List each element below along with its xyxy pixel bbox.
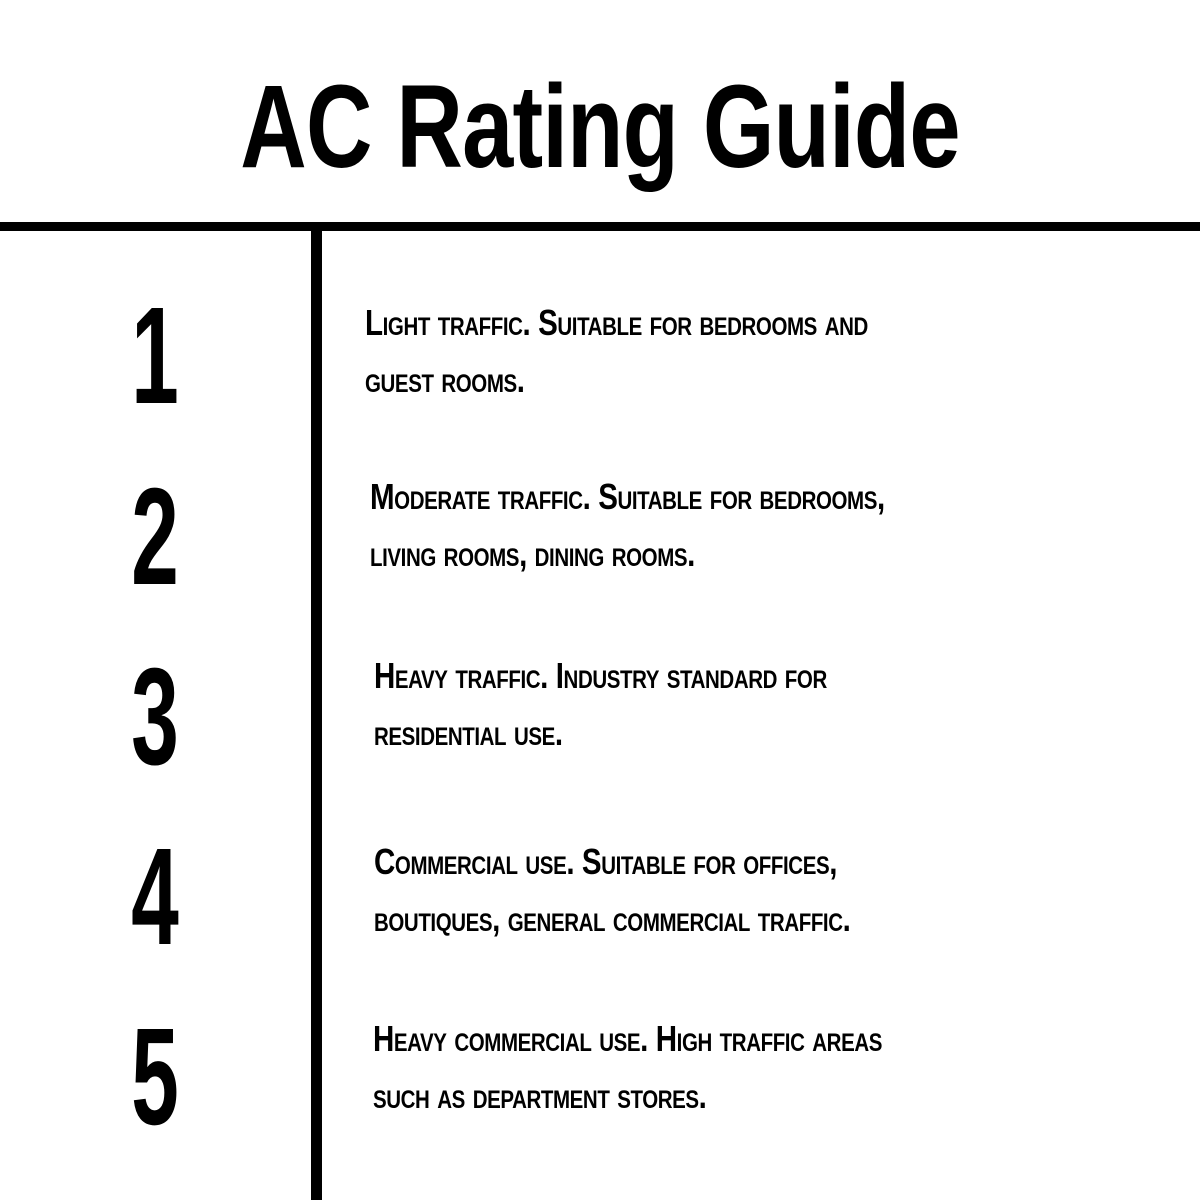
rating-description-line: residential use. bbox=[374, 712, 563, 753]
page-title: AC Rating Guide bbox=[240, 61, 960, 193]
rating-number: 3 bbox=[131, 640, 179, 794]
rating-description-line: boutiques, general commercial traffic. bbox=[374, 898, 851, 939]
column-divider bbox=[311, 231, 322, 1200]
rating-description bbox=[370, 468, 1018, 582]
rating-description bbox=[374, 833, 1022, 947]
rating-description-line: guest rooms. bbox=[365, 359, 525, 400]
rating-number: 1 bbox=[131, 279, 179, 433]
rating-number: 4 bbox=[131, 820, 179, 974]
rating-description-line: Moderate traffic. Suitable for bedrooms, bbox=[370, 476, 885, 517]
rating-description-line: such as department stores. bbox=[373, 1075, 707, 1116]
rating-description bbox=[365, 294, 1013, 408]
rating-description bbox=[374, 647, 1022, 761]
header-divider bbox=[0, 222, 1200, 231]
rating-description-line: Commercial use. Suitable for offices, bbox=[374, 841, 838, 882]
rating-description-line: living rooms, dining rooms. bbox=[370, 533, 695, 574]
rating-description-line: Heavy traffic. Industry standard for bbox=[374, 655, 827, 696]
rating-description bbox=[373, 1010, 1021, 1124]
rating-description-line: Light traffic. Suitable for bedrooms and bbox=[365, 302, 868, 343]
rating-number: 5 bbox=[131, 1000, 179, 1154]
rating-description-line: Heavy commercial use. High traffic areas bbox=[373, 1018, 882, 1059]
rating-number: 2 bbox=[131, 460, 179, 614]
